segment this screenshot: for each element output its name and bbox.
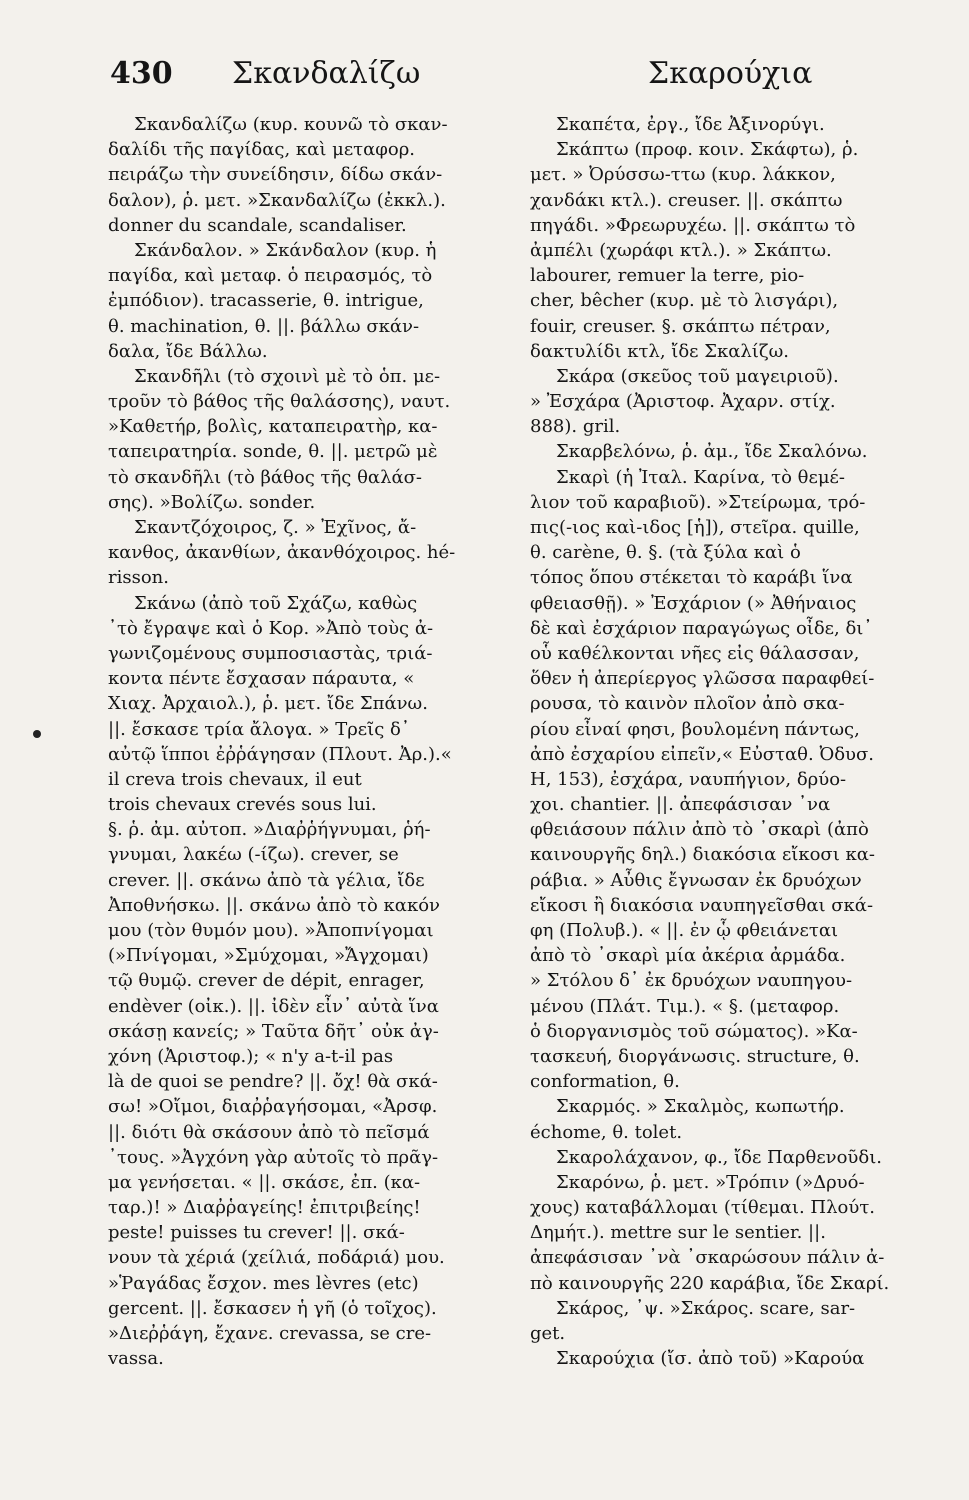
text-line: » Στόλου δ᾽ ἐκ δρυόχων ναυπηγου- (530, 970, 853, 992)
text-line: Σκαρμός. » Σκαλμὸς, κωπωτήρ. (556, 1096, 845, 1118)
text-line: τασκευή, διοργάνωσις. structure, θ. (530, 1045, 860, 1067)
text-line: χανδάκι κτλ.). creuser. ||. σκάπτω (530, 189, 843, 211)
text-line: »Διεῤῥάγη, ἔχανε. crevassa, se cre- (108, 1323, 432, 1344)
text-line: (»Πνίγομαι, »Σμύχομαι, »Ἄγχομαι) (108, 945, 429, 967)
text-line: πηγάδι. »Φρεωρυχέω. ||. σκάπτω τὸ (530, 214, 856, 236)
text-line: χοι. chantier. ||. ἀπεφάσισαν ᾽να (530, 794, 831, 816)
text-line: risson. (108, 567, 169, 589)
text-line: τόπος ὅπου στέκεται τὸ καράβι ἵνα (530, 567, 853, 589)
left-column (108, 112, 500, 1371)
text-line: Ἀποθνήσκω. ||. σκάνω ἀπὸ τὸ κακόν (108, 894, 440, 916)
text-line: εἴκοσι ἢ διακόσια ναυπηγεῖσθαι σκά- (530, 894, 874, 916)
text-line: conformation, θ. (530, 1071, 680, 1093)
text-line: κοντα πέντε ἔσχασαν πάραυτα, « (108, 668, 415, 690)
text-line: ἀπεφάσισαν ᾽νὰ ᾽σκαρώσουν πάλιν ἀ- (530, 1247, 885, 1269)
text-line: vassa. (108, 1348, 164, 1370)
text-line: Σκαρὶ (ἡ Ἰταλ. Καρίνα, τὸ θεμέ- (556, 466, 845, 488)
text-line: τῷ θυμῷ. crever de dépit, enrager, (108, 970, 425, 992)
text-line: »Καθετήρ, βολὶς, καταπειρατὴρ, κα- (108, 416, 438, 438)
text-line: Σκάνδαλον. » Σκάνδαλον (κυρ. ἡ (134, 239, 437, 261)
text-line: αὐτῷ ἵπποι ἐῤῥάγησαν (Πλουτ. Ἀρ.).« (108, 743, 452, 765)
text-line: σκάσῃ κανείς; » Ταῦτα δῆτ᾽ οὐκ ἀγ- (108, 1020, 439, 1042)
text-line: labourer, remuer la terre, pio- (530, 265, 805, 287)
text-line: Σκανδῆλι (τὸ σχοινὶ μὲ τὸ ὁπ. με- (134, 365, 441, 387)
text-line: κανθος, ἀκανθίων, ἀκανθόχοιρος. hé- (108, 542, 456, 564)
text-line: πειράζω τὴν συνείδησιν, δίδω σκάν- (108, 164, 443, 186)
text-line: σης). »Βολίζω. sonder. (108, 491, 316, 513)
text-line: Σκαπέτα, ἐργ., ἴδε Ἀξινορύγι. (556, 114, 825, 135)
text-line: §. ῥ. ἀμ. αὐτοπ. »Διαῤῥήγνυμαι, ῥή- (108, 819, 431, 841)
margin-ink-dot (33, 730, 41, 738)
left-guide-word: Σκανδαλίζω (232, 56, 421, 91)
text-line: δαλα, ἴδε Βάλλω. (108, 340, 268, 362)
right-guide-word: Σκαρούχια (648, 56, 813, 91)
text-line: ὁ διοργανισμὸς τοῦ σώματος). »Κα- (530, 1020, 858, 1042)
text-line: γνυμαι, λακέω (-ίζω). crever, se (108, 844, 399, 866)
text-line: Σκάνω (ἀπὸ τοῦ Σχάζω, καθὼς (134, 592, 418, 614)
text-line: endèver (οἰκ.). ||. ἰδὲν εἶν᾽ αὐτὰ ἵνα (108, 995, 439, 1017)
text-line: ᾽τους. »Ἀγχόνη γὰρ αὐτοῖς τὸ πρᾶγ- (108, 1146, 439, 1168)
text-line: Σκαρολάχανον, φ., ἴδε Παρθενοῦδι. (556, 1146, 882, 1168)
text-line: ταρ.)! » Διαῤῥαγείης! ἐπιτριβείης! (108, 1197, 421, 1219)
text-line: τὸ σκανδῆλι (τὸ βάθος τῆς θαλάσ- (108, 466, 423, 488)
text-line: τροῦν τὸ βάθος τῆς θαλάσσης), ναυτ. (108, 391, 451, 413)
text-line: καινουργῆς δηλ.) διακόσια εἴκοσι κα- (530, 844, 875, 866)
text-line: peste! puisses tu crever! ||. σκά- (108, 1222, 405, 1244)
text-line: δὲ καὶ ἐσχάριον παραγώγως οἶδε, δι᾽ (530, 617, 873, 639)
text-line: δαλίδι τῆς παγίδας, καὶ μεταφορ. (108, 139, 416, 161)
text-line: échome, θ. tolet. (530, 1121, 683, 1143)
text-line: πις(-ιος καὶ-ιδος [ἡ]), στεῖρα. quille, (530, 517, 860, 538)
text-line: μένου (Πλάτ. Τιμ.). « §. (μεταφορ. (530, 995, 840, 1017)
text-line: crever. ||. σκάνω ἀπὸ τὰ γέλια, ἴδε (108, 869, 425, 891)
text-line: γωνιζομένους συμποσιαστὰς, τριά- (108, 642, 433, 664)
text-line: Χιαχ. Ἀρχαιολ.), ῥ. μετ. ἴδε Σπάνω. (108, 693, 428, 715)
text-line: là de quoi se pendre? ||. ὄχ! θὰ σκά- (108, 1071, 438, 1093)
text-line: ἀπὸ τὸ ᾽σκαρὶ μία ἀκέρια ἀρμάδα. (530, 945, 846, 967)
page-number: 430 (110, 56, 173, 91)
text-line: ρίου εἶναί φησι, βουλομένη πάντως, (530, 718, 860, 740)
text-line: σω! »Οἴμοι, διαῤῥαγήσομαι, «Ἀρσφ. (108, 1096, 438, 1118)
text-line: ὅθεν ἡ ἀπερίεργος γλῶσσα παραφθεί- (530, 668, 875, 690)
text-line: χόνη (Ἀριστοφ.); « n'y a-t-il pas (108, 1045, 394, 1067)
text-line: φθειασθῇ). » Ἐσχάριον (» Ἀθήναιος (530, 592, 857, 614)
text-line: θ. carène, θ. §. (τὰ ξύλα καὶ ὁ (530, 542, 801, 564)
text-line: » Ἐσχάρα (Ἀριστοφ. Ἀχαρν. στίχ. (530, 391, 836, 413)
text-line: Δημήτ.). mettre sur le sentier. ||. (530, 1222, 826, 1244)
text-line: Σκαντζόχοιρος, ζ. » Ἐχῖνος, ἄ- (134, 517, 417, 538)
text-line: gercent. ||. ἔσκασεν ἡ γῆ (ὁ τοῖχος). (108, 1297, 437, 1319)
text-line: ταπειρατηρία. sonde, θ. ||. μετρῶ μὲ (108, 441, 438, 463)
text-line: get. (530, 1323, 566, 1344)
text-line: φθειάσουν πάλιν ἀπὸ τὸ ᾽σκαρὶ (ἀπὸ (530, 819, 869, 841)
text-line: χους) καταβάλλομαι (τίθεμαι. Πλούτ. (530, 1197, 875, 1219)
text-line: μετ. » Ὀρύσσω-ττω (κυρ. λάκκον, (530, 164, 836, 186)
text-line: λιον τοῦ καραβιοῦ). »Στείρωμα, τρό- (530, 491, 866, 513)
text-line: δαλον), ῥ. μετ. »Σκανδαλίζω (ἐκκλ.). (108, 189, 446, 211)
text-line: fouir, creuser. §. σκάπτω πέτραν, (530, 315, 831, 337)
text-line: Η, 153), ἐσχάρα, ναυπήγιον, δρύο- (530, 768, 847, 790)
text-line: Σκάρος, ᾽ψ. »Σκάρος. scare, sar- (556, 1297, 856, 1319)
text-line: πὸ καινουργῆς 220 καράβια, ἴδε Σκαρί. (530, 1272, 890, 1294)
text-line: trois chevaux crevés sous lui. (108, 794, 377, 816)
text-line: παγίδα, καὶ μεταφ. ὁ πειρασμός, τὸ (108, 265, 433, 287)
text-line: ||. διότι θὰ σκάσουν ἀπὸ τὸ πεῖσμά (108, 1121, 430, 1143)
text-line: ἀπὸ ἐσχαρίου εἰπεῖν,« Εὐσταθ. Ὀδυσ. (530, 743, 874, 765)
text-line: νουν τὰ χέριά (χείλιά, ποδάριά) μου. (108, 1247, 445, 1269)
text-line: ρουσα, τὸ καινὸν πλοῖον ἀπὸ σκα- (530, 693, 845, 715)
text-line: Σκάπτω (προφ. κοιν. Σκάφτω), ῥ. (556, 139, 859, 161)
text-line: ἐμπόδιον). tracasserie, θ. intrigue, (108, 290, 424, 312)
text-line: Σκαρόνω, ῥ. μετ. »Τρόπιν (»Δρυό- (556, 1171, 865, 1193)
text-line: ||. ἔσκασε τρία ἄλογα. » Τρεῖς δ᾽ (108, 718, 410, 740)
text-line: 888). gril. (530, 416, 621, 438)
text-line: φη (Πολυβ.). « ||. ἐν ᾧ φθειάνεται (530, 920, 839, 941)
text-line: ράβια. » Αὖθις ἔγνωσαν ἐκ δρυόχων (530, 869, 862, 891)
text-line: Σκαρβελόνω, ῥ. ἀμ., ἴδε Σκαλόνω. (556, 441, 868, 463)
text-line: δακτυλίδι κτλ, ἴδε Σκαλίζω. (530, 340, 789, 362)
text-line: Σκαρούχια (ἴσ. ἀπὸ τοῦ) »Καρούα (556, 1348, 865, 1370)
text-line: θ. machination, θ. ||. βάλλω σκάν- (108, 315, 420, 337)
text-line: οὗ καθέλκονται νῆες εἰς θάλασσαν, (530, 642, 860, 664)
text-line: Σκανδαλίζω (κυρ. κουνῶ τὸ σκαν- (134, 114, 448, 135)
text-line: il creva trois chevaux, il eut (108, 768, 362, 790)
text-line: »Ῥαγάδας ἔσχον. mes lèvres (etc) (108, 1272, 419, 1294)
text-line: donner du scandale, scandaliser. (108, 214, 407, 236)
text-line: Σκάρα (σκεῦος τοῦ μαγειριοῦ). (556, 365, 839, 387)
text-line: ᾽τὸ ἔγραψε καὶ ὁ Κορ. »Ἀπὸ τοὺς ἀ- (108, 617, 434, 639)
text-line: μου (τὸν θυμόν μου). »Ἀποπνίγομαι (108, 920, 434, 941)
text-line: μα γενήσεται. « ||. σκάσε, ἐπ. (κα- (108, 1171, 421, 1193)
text-line: ἀμπέλι (χωράφι κτλ.). » Σκάπτω. (530, 239, 832, 261)
text-line: cher, bêcher (κυρ. μὲ τὸ λισγάρι), (530, 290, 839, 312)
right-column (530, 112, 942, 1371)
